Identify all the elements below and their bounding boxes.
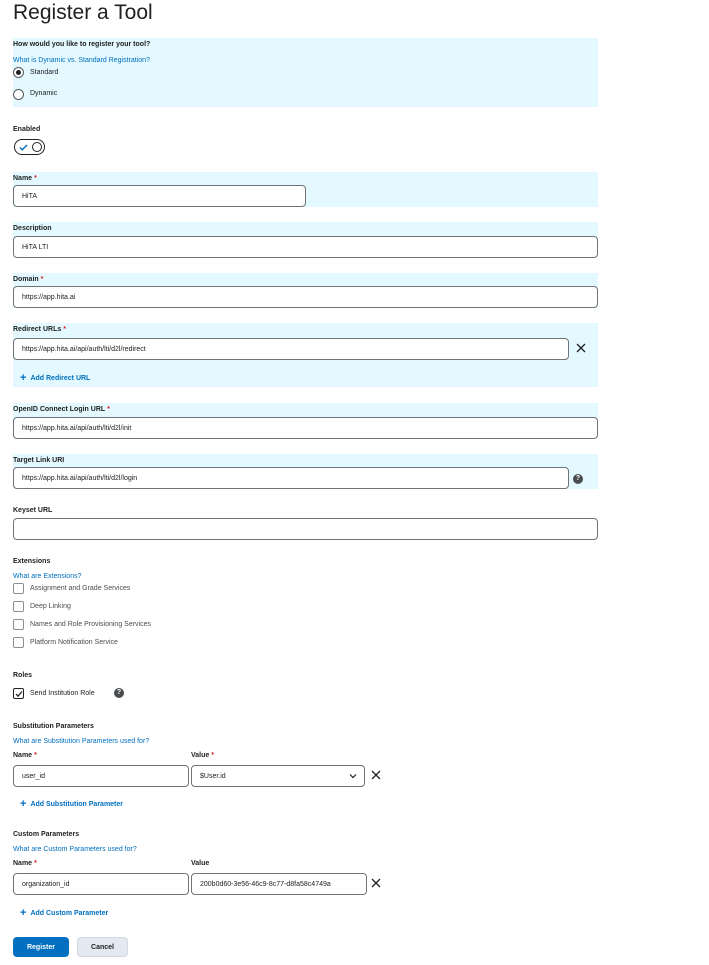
custom-help-link[interactable]: What are Custom Parameters used for? [13,846,137,853]
registration-help-link[interactable]: What is Dynamic vs. Standard Registration? [13,57,150,64]
target-link-label: Target Link URI [13,457,65,464]
plus-icon: + [20,907,27,919]
checkbox-deep-linking-label: Deep Linking [30,603,71,610]
substitution-value-selected: $User.id [200,772,226,780]
cancel-button[interactable]: Cancel [77,937,128,957]
checkbox-send-institution-role[interactable] [13,688,24,699]
radio-standard[interactable] [13,67,24,78]
check-icon [15,690,23,698]
checkbox-names-roles[interactable] [13,619,24,630]
plus-icon: + [20,372,27,384]
substitution-name-label: Name * [13,752,37,759]
domain-label: Domain * [13,276,44,283]
help-icon[interactable]: ? [114,688,124,698]
toggle-knob [32,142,42,152]
substitution-label: Substitution Parameters [13,723,94,730]
custom-value-input[interactable]: 200b0d60-3e56-46c9-8c77-d8fa58c4749a [191,873,367,895]
checkbox-assignment-grade-label: Assignment and Grade Services [30,585,131,592]
name-label: Name * [13,175,37,182]
checkbox-assignment-grade[interactable] [13,583,24,594]
add-custom-param-button[interactable]: + Add Custom Parameter [20,907,109,919]
domain-input[interactable]: https://app.hita.ai [13,286,598,308]
enabled-label: Enabled [13,126,41,133]
keyset-input[interactable] [13,518,598,540]
remove-substitution-icon[interactable] [369,768,383,782]
checkbox-platform-notification-label: Platform Notification Service [30,639,118,646]
radio-standard-label: Standard [30,69,59,76]
custom-value-label: Value [191,860,210,867]
substitution-value-label: Value * [191,752,215,759]
send-institution-role-label: Send Institution Role [30,690,95,697]
checkbox-names-roles-label: Names and Role Provisioning Services [30,621,151,628]
remove-redirect-url-icon[interactable] [574,341,588,355]
openid-login-input[interactable]: https://app.hita.ai/api/auth/lti/d2l/init [13,417,598,439]
add-substitution-button[interactable]: + Add Substitution Parameter [20,798,124,810]
radio-dynamic[interactable] [13,89,24,100]
target-link-input[interactable]: https://app.hita.ai/api/auth/lti/d2l/login [13,467,569,489]
substitution-value-select[interactable] [191,765,365,787]
add-redirect-url-button[interactable]: + Add Redirect URL [20,372,91,384]
checkbox-platform-notification[interactable] [13,637,24,648]
chevron-down-icon [349,773,357,779]
extensions-label: Extensions [13,558,51,565]
redirect-url-input[interactable]: https://app.hita.ai/api/auth/lti/d2l/redirect [13,338,569,360]
roles-label: Roles [13,672,33,679]
keyset-label: Keyset URL [13,507,53,514]
remove-custom-param-icon[interactable] [369,876,383,890]
custom-label: Custom Parameters [13,831,80,838]
checkbox-deep-linking[interactable] [13,601,24,612]
custom-name-input[interactable]: organization_id [13,873,189,895]
radio-dynamic-label: Dynamic [30,90,58,97]
plus-icon: + [20,798,27,810]
extensions-help-link[interactable]: What are Extensions? [13,573,82,580]
substitution-name-input[interactable]: user_id [13,765,189,787]
page-title: Register a Tool [13,1,153,24]
description-input[interactable]: HiTA LTI [13,236,598,258]
register-button[interactable]: Register [13,937,69,957]
help-icon[interactable]: ? [573,474,583,484]
registration-question: How would you like to register your tool? [13,41,151,48]
custom-name-label: Name * [13,860,37,867]
description-label: Description [13,225,52,232]
substitution-help-link[interactable]: What are Substitution Parameters used for? [13,738,150,745]
check-icon [19,144,28,151]
enabled-toggle[interactable] [14,139,45,155]
name-input[interactable]: HiTA [13,185,306,207]
redirect-urls-label: Redirect URLs * [13,326,66,333]
openid-label: OpenID Connect Login URL * [13,406,110,413]
